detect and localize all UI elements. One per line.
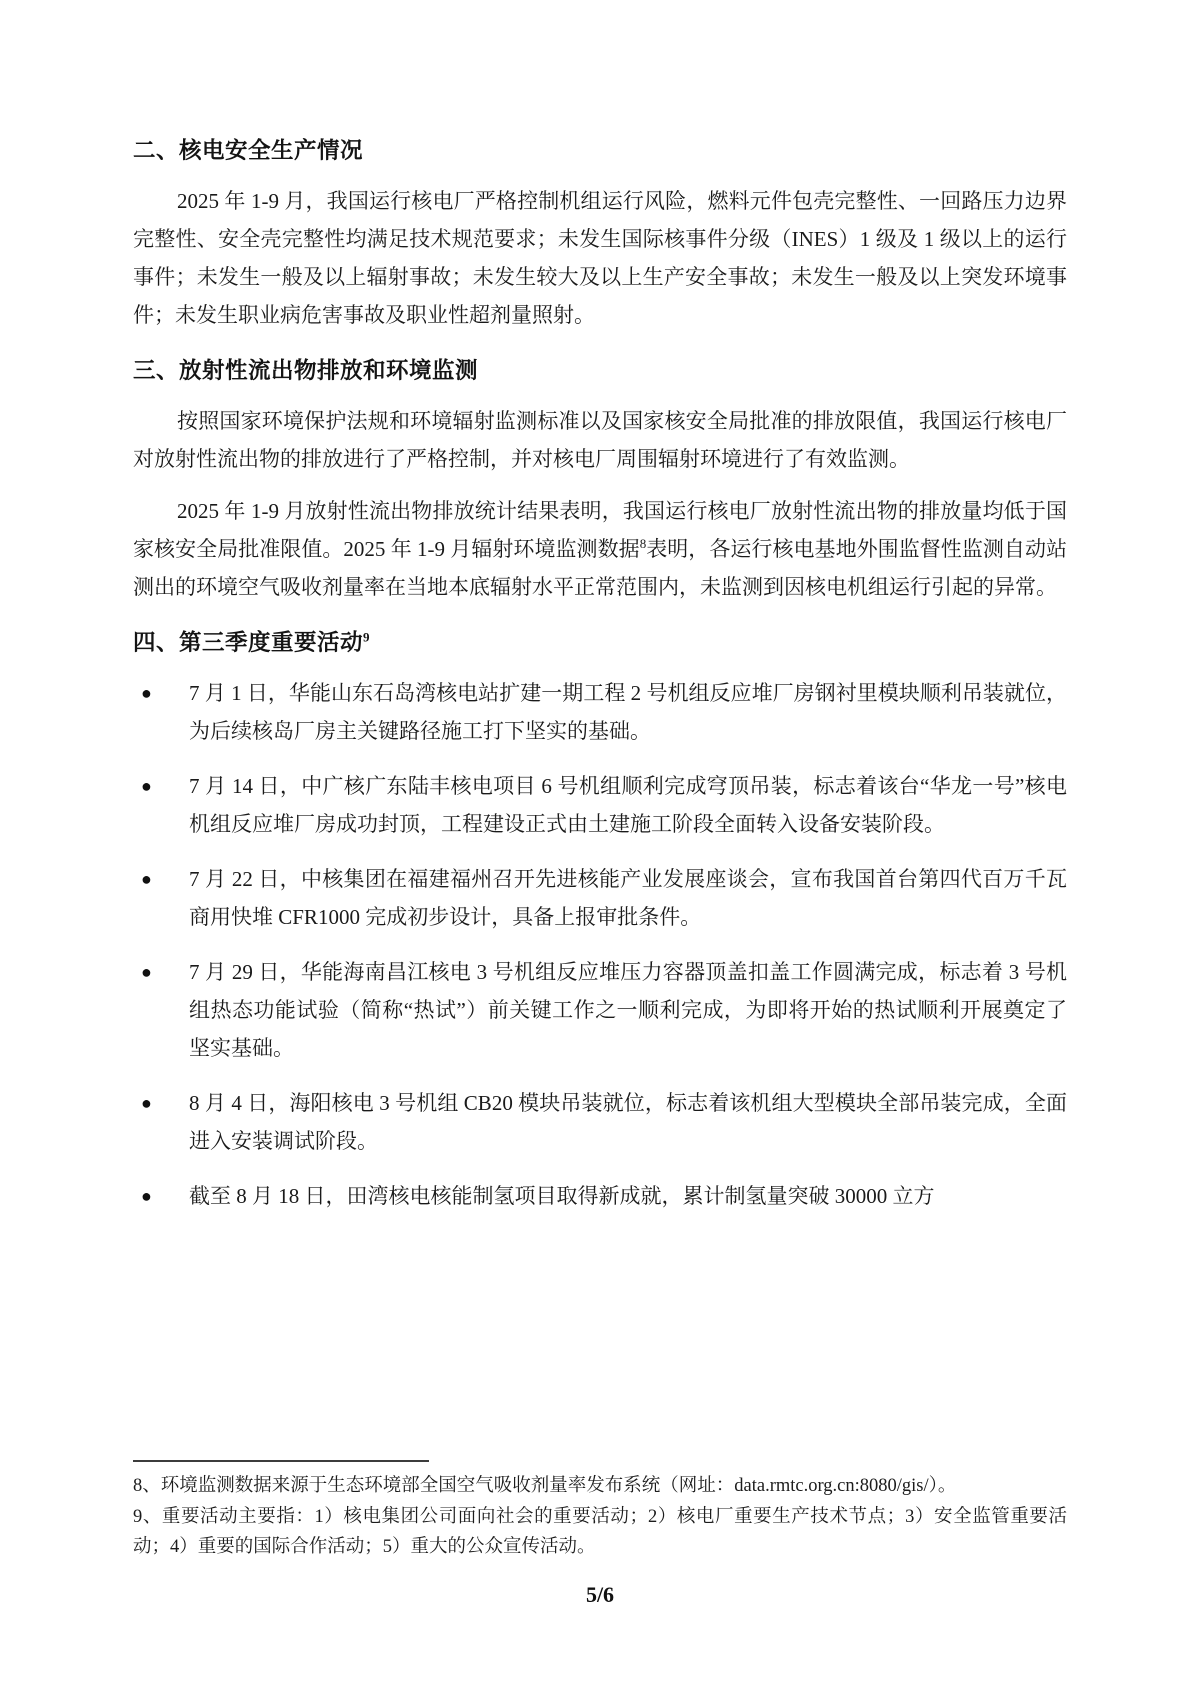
- bullet-icon: ●: [141, 869, 152, 889]
- list-item: [133, 953, 1067, 1067]
- section-4-heading: [133, 628, 1067, 658]
- list-item-text: 7 月 1 日，华能山东石岛湾核电站扩建一期工程 2 号机组反应堆厂房钢衬里模块顺利吊装就位，为后续核岛厂房主关键路径施工打下坚实的基础。: [189, 681, 1067, 743]
- list-item-text: 7 月 22 日，中核集团在福建福州召开先进核能产业发展座谈会，宣布我国首台第四代百万千瓦商用快堆 CFR1000 完成初步设计，具备上报审批条件。: [189, 867, 1067, 929]
- section-3-heading: 三、放射性流出物排放和环境监测: [133, 358, 479, 383]
- section-3-paragraph-2: [133, 492, 1067, 606]
- section-3-paragraph-1: 按照国家环境保护法规和环境辐射监测标准以及国家核安全局批准的排放限值，我国运行核电厂对放射性流出物的排放进行了严格控制，并对核电厂周围辐射环境进行了有效监测。: [133, 409, 1067, 471]
- list-item: [133, 1177, 1067, 1215]
- bullet-icon: ●: [141, 962, 152, 982]
- footnote-9: 9、重要活动主要指：1）核电集团公司面向社会的重要活动；2）核电厂重要生产技术节点；3）安全监管重要活动；4）重要的国际合作活动；5）重大的公众宣传活动。: [133, 1506, 1067, 1557]
- activity-list: [133, 674, 1067, 1215]
- list-item-text: 8 月 4 日，海阳核电 3 号机组 CB20 模块吊装就位，标志着该机组大型模块全部吊装完成，全面进入安装调试阶段。: [189, 1091, 1067, 1153]
- bullet-icon: ●: [141, 776, 152, 796]
- page-number: 5/6: [585, 1582, 615, 1607]
- bullet-icon: ●: [141, 1093, 152, 1113]
- paragraph-text-segment: 表明，各运行核电基地外围监督性监测自动站测出的环境空气吸收剂量率在当地本底辐射水平正常范围内，未监测到因核电机组运行引起的异常。: [133, 537, 1067, 599]
- paragraph-text-segment: 2025 年 1-9 月放射性流出物排放统计结果表明，我国运行核电厂放射性流出物的排放量均低于国家核安全局批准限值。2025 年 1-9 月辐射环境监测数据: [133, 499, 1067, 561]
- section-2-paragraph-1: 2025 年 1-9 月，我国运行核电厂严格控制机组运行风险，燃料元件包壳完整性、一回路压力边界完整性、安全壳完整性均满足技术规范要求；未发生国际核事件分级（INES）1 级及 1 级以上的运行事件；未发生一般及以上辐射事故；未发生较大及以上生产安全事故；未发生一般及以上突发环境事件；未发生职业病危害事故及职业性超剂量照射。: [133, 189, 1067, 327]
- list-item: [133, 674, 1067, 750]
- footnote-reference-8: 8: [639, 536, 647, 551]
- list-item: [133, 767, 1067, 843]
- page-content: [133, 136, 1067, 1232]
- section-2-heading: 二、核电安全生产情况: [133, 138, 364, 163]
- list-item-text: 7 月 29 日，华能海南昌江核电 3 号机组反应堆压力容器顶盖扣盖工作圆满完成，标志着 3 号机组热态功能试验（简称“热试”）前关键工作之一顺利完成，为即将开始的热试顺利开展奠定了坚实基础。: [189, 960, 1067, 1060]
- footnote-separator: [133, 1460, 429, 1462]
- bullet-icon: ●: [141, 1186, 152, 1206]
- list-item-text: 截至 8 月 18 日，田湾核电核能制氢项目取得新成就，累计制氢量突破 30000 立方: [189, 1184, 935, 1208]
- footnote-8: 8、环境监测数据来源于生态环境部全国空气吸收剂量率发布系统（网址：data.rmtc.org.cn:8080/gis/）。: [133, 1476, 957, 1496]
- list-item: [133, 860, 1067, 936]
- list-item-text: 7 月 14 日，中广核广东陆丰核电项目 6 号机组顺利完成穹顶吊装，标志着该台“华龙一号”核电机组反应堆厂房成功封顶，工程建设正式由土建施工阶段全面转入设备安装阶段。: [189, 774, 1067, 836]
- bullet-icon: ●: [141, 683, 152, 703]
- footnote-area: [133, 1460, 1067, 1563]
- list-item: [133, 1084, 1067, 1160]
- heading-text-segment: 四、第三季度重要活动: [133, 630, 364, 655]
- footnote-reference-9: 9: [363, 629, 371, 645]
